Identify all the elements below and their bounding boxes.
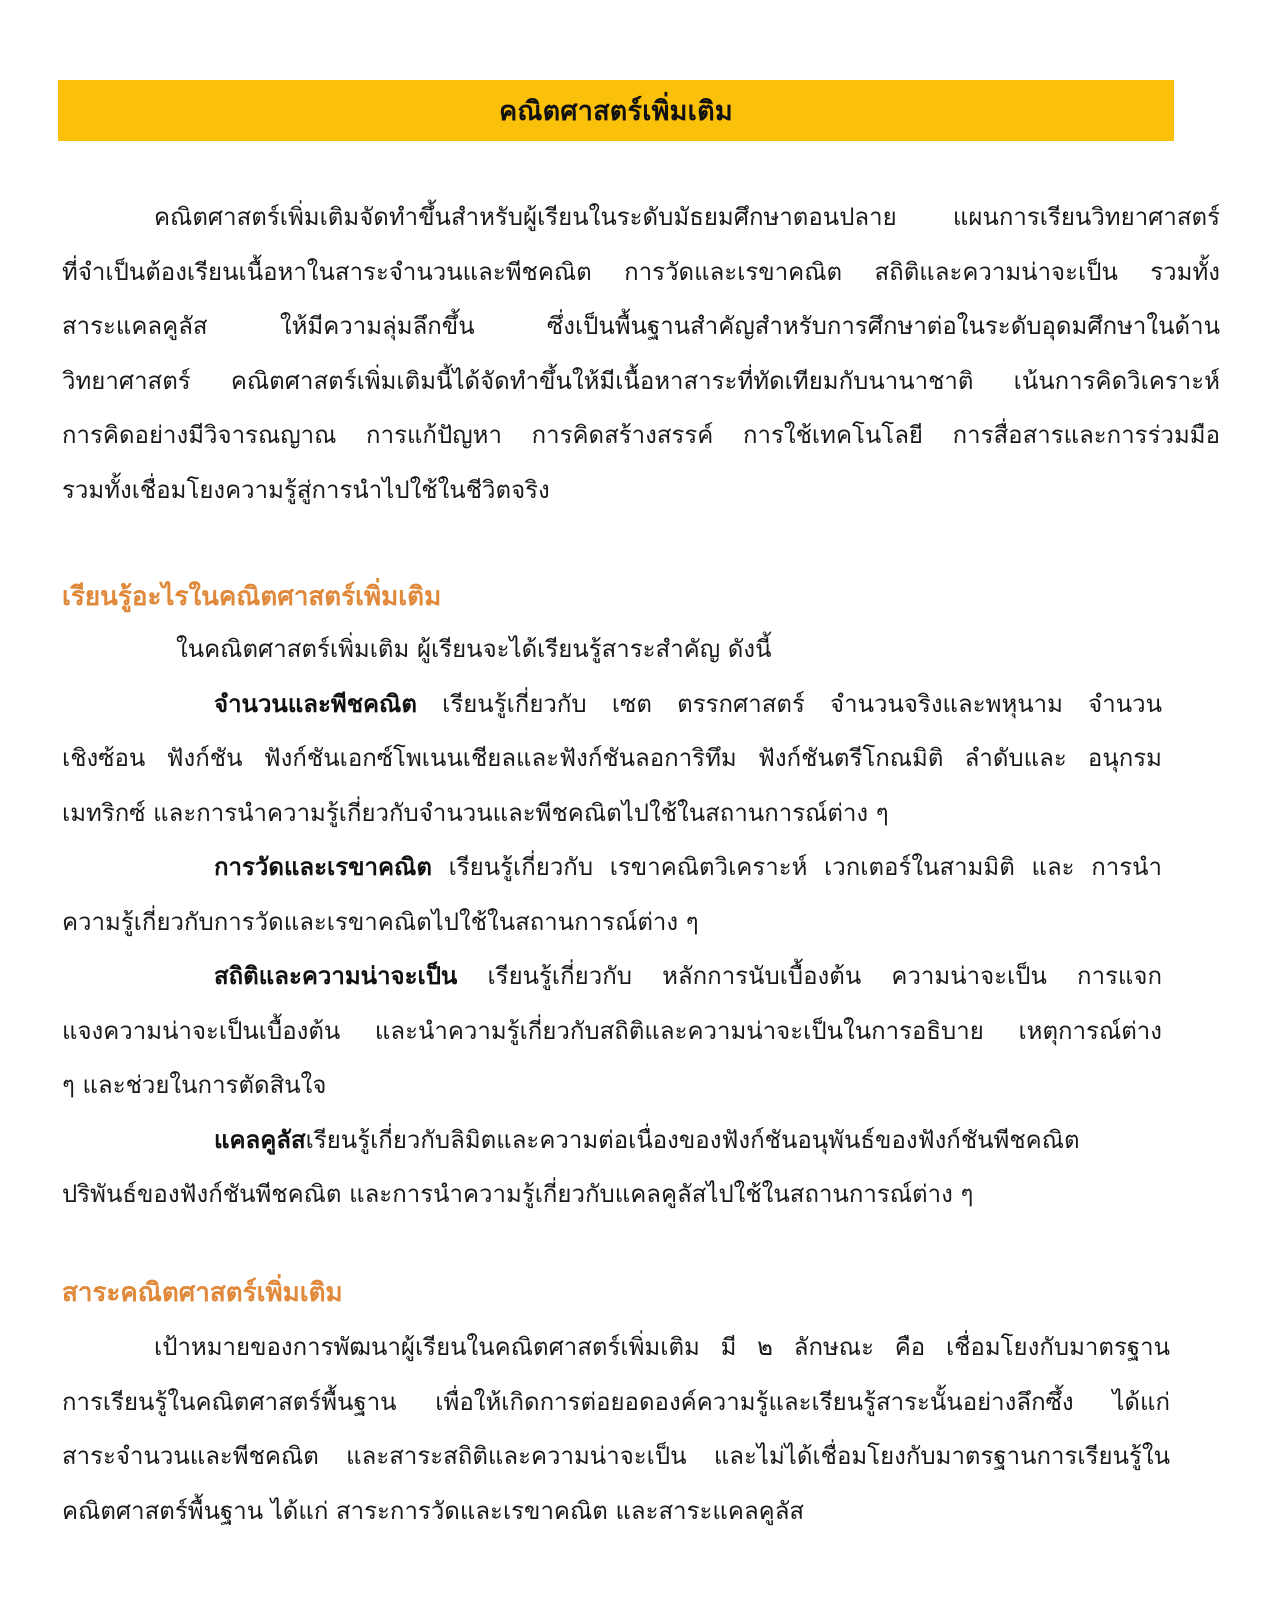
topic-first-line bbox=[62, 949, 1162, 1004]
section2-line: คณิตศาสตร์พื้นฐาน ได้แก่ สาระการวัดและเรขาคณิต และสาระแคลคูลัส bbox=[62, 1496, 805, 1525]
intro-line: สาระแคลคูลัส ให้มีความลุ่มลึกขึ้น ซึ่งเป็นพื้นฐานสำคัญสำหรับการศึกษาต่อในระดับอุดมศึกษาในด้าน bbox=[62, 312, 1220, 340]
page-title: คณิตศาสตร์เพิ่มเติม bbox=[499, 96, 733, 127]
section2-line: สาระจำนวนและพีชคณิต และสาระสถิติและความน่าจะเป็น และไม่ได้เชื่อมโยงกับมาตรฐานการเรียนรู้ใน bbox=[62, 1442, 1170, 1470]
section-heading-additional-strands: สาระคณิตศาสตร์เพิ่มเติม bbox=[62, 1278, 343, 1308]
topic-term: สถิติและความน่าจะเป็น bbox=[214, 962, 458, 990]
topic-line: ความรู้เกี่ยวกับการวัดและเรขาคณิตไปใช้ในสถานการณ์ต่าง ๆ bbox=[62, 907, 699, 936]
topic-line: ๆ และช่วยในการตัดสินใจ bbox=[62, 1071, 327, 1099]
intro-line: วิทยาศาสตร์ คณิตศาสตร์เพิ่มเติมนี้ได้จัดทำขึ้นให้มีเนื้อหาสาระที่ทัดเทียมกับนานาชาติ เน้นการคิดวิเคราะห์ bbox=[62, 366, 1220, 395]
topic-line: แจงความน่าจะเป็นเบื้องต้น และนำความรู้เกี่ยวกับสถิติและความน่าจะเป็นในการอธิบาย เหตุการณ์ต่าง bbox=[62, 1016, 1162, 1045]
topic-text: เรียนรู้เกี่ยวกับ เรขาคณิตวิเคราะห์ เวกเตอร์ในสามมิติ และ การนำ bbox=[431, 853, 1162, 881]
topic-line: ปริพันธ์ของฟังก์ชันพีชคณิต และการนำความรู้เกี่ยวกับแคลคูลัสไปใช้ในสถานการณ์ต่าง ๆ bbox=[62, 1180, 974, 1208]
topic-line: เมทริกซ์ และการนำความรู้เกี่ยวกับจำนวนและพีชคณิตไปใช้ในสถานการณ์ต่าง ๆ bbox=[62, 798, 889, 827]
intro-paragraph bbox=[62, 190, 1220, 517]
topic-text: เรียนรู้เกี่ยวกับ หลักการนับเบื้องต้น ความน่าจะเป็น การแจก bbox=[457, 962, 1162, 990]
topic-term: แคลคูลัส bbox=[214, 1125, 306, 1154]
section2-line: เป้าหมายของการพัฒนาผู้เรียนในคณิตศาสตร์เพิ่มเติม มี ๒ ลักษณะ คือ เชื่อมโยงกับมาตรฐาน bbox=[154, 1333, 1171, 1361]
section-heading-what-to-learn: เรียนรู้อะไรในคณิตศาสตร์เพิ่มเติม bbox=[62, 582, 442, 612]
title-banner bbox=[58, 80, 1174, 141]
topic-first-line bbox=[62, 840, 1162, 895]
topic-text: เรียนรู้เกี่ยวกับ เซต ตรรกศาสตร์ จำนวนจริงและพหุนาม จำนวน bbox=[416, 689, 1162, 718]
section1-body bbox=[62, 622, 1162, 1222]
topic-first-line bbox=[62, 677, 1162, 732]
section1-lead: ในคณิตศาสตร์เพิ่มเติม ผู้เรียนจะได้เรียนรู้สาระสำคัญ ดังนี้ bbox=[176, 635, 772, 663]
intro-line: การคิดอย่างมีวิจารณญาณ การแก้ปัญหา การคิดสร้างสรรค์ การใช้เทคโนโลยี การสื่อสารและการร่วมมือ bbox=[62, 421, 1220, 449]
topic-text: เรียนรู้เกี่ยวกับลิมิตและความต่อเนื่องของฟังก์ชันอนุพันธ์ของฟังก์ชันพีชคณิต bbox=[305, 1125, 1080, 1154]
topic-first-line bbox=[62, 1113, 1162, 1168]
topic-term: การวัดและเรขาคณิต bbox=[214, 853, 432, 881]
intro-line: คณิตศาสตร์เพิ่มเติมจัดทำขึ้นสำหรับผู้เรียนในระดับมัธยมศึกษาตอนปลาย แผนการเรียนวิทยาศาสตร์ bbox=[154, 203, 1220, 231]
topic-line: เชิงซ้อน ฟังก์ชัน ฟังก์ชันเอกซ์โพเนนเชียลและฟังก์ชันลอการิทึม ฟังก์ชันตรีโกณมิติ ลำดับและ อนุกรม bbox=[62, 744, 1162, 772]
intro-line: ที่จำเป็นต้องเรียนเนื้อหาในสาระจำนวนและพีชคณิต การวัดและเรขาคณิต สถิติและความน่าจะเป็น รวมทั้ง bbox=[62, 257, 1220, 286]
section2-line: การเรียนรู้ในคณิตศาสตร์พื้นฐาน เพื่อให้เกิดการต่อยอดองค์ความรู้และเรียนรู้สาระนั้นอย่างลึกซึ้ง ได้แก่ bbox=[62, 1387, 1170, 1416]
section2-body bbox=[62, 1320, 1170, 1538]
topic-term: จำนวนและพีชคณิต bbox=[214, 689, 417, 718]
intro-line: รวมทั้งเชื่อมโยงความรู้สู่การนำไปใช้ในชีวิตจริง bbox=[62, 475, 550, 504]
